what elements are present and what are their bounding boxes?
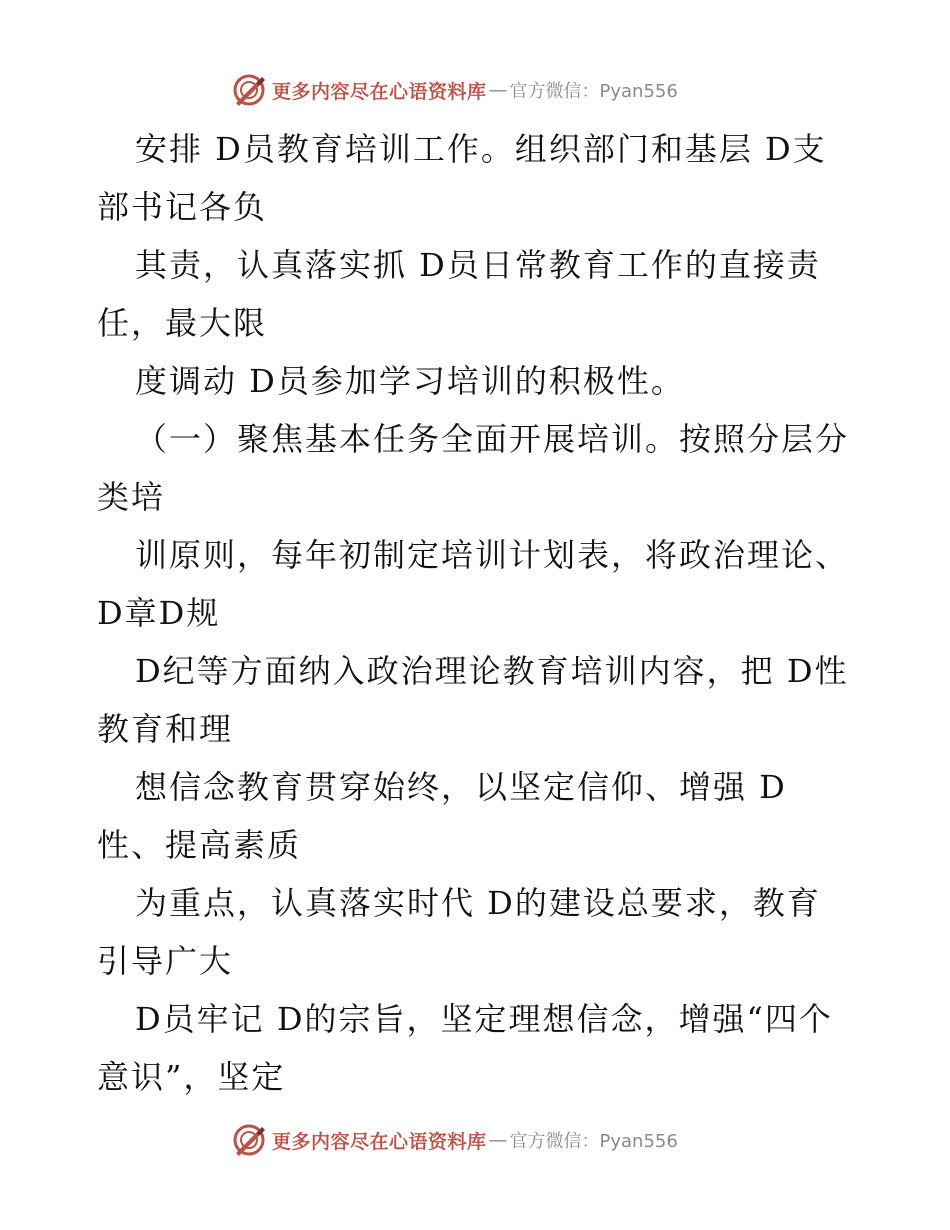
body-line: 意识”，坚定 bbox=[97, 1058, 286, 1096]
body-line: 训原则，每年初制定培训计划表，将政治理论、 bbox=[135, 536, 850, 574]
header-banner-contact: 官方微信：Pyan556 bbox=[509, 81, 678, 102]
body-line: 任，最大限 bbox=[97, 304, 268, 342]
document-body bbox=[97, 120, 857, 1106]
body-line: 为重点，认真落实时代 D的建设总要求，教育 bbox=[135, 884, 821, 922]
body-line: （一）聚焦基本任务全面开展培训。按照分层分 bbox=[135, 420, 850, 458]
body-line: 性、提高素质 bbox=[97, 826, 302, 864]
body-line: D章D规 bbox=[97, 594, 221, 632]
body-line: D员牢记 D的宗旨，坚定理想信念，增强“四个 bbox=[135, 1000, 833, 1038]
pen-seal-icon bbox=[232, 1123, 266, 1157]
body-line: 安排 D员教育培训工作。组织部门和基层 D支 bbox=[135, 130, 827, 168]
body-line: 度调动 D员参加学习培训的积极性。 bbox=[135, 362, 685, 400]
footer-banner bbox=[232, 1120, 678, 1160]
footer-banner-dash: — bbox=[488, 1129, 508, 1151]
body-line: 其责，认真落实抓 D员日常教育工作的直接责 bbox=[135, 246, 821, 284]
body-line: 类培 bbox=[97, 478, 166, 516]
header-banner-dash: — bbox=[488, 79, 508, 101]
body-line: D纪等方面纳入政治理论教育培训内容，把 D性 bbox=[135, 652, 849, 690]
body-line: 想信念教育贯穿始终，以坚定信仰、增强 D bbox=[135, 768, 787, 806]
pen-seal-icon bbox=[232, 73, 266, 107]
footer-banner-contact: 官方微信：Pyan556 bbox=[509, 1131, 678, 1152]
header-banner bbox=[232, 70, 678, 110]
header-banner-text: 更多内容尽在心语资料库 bbox=[272, 80, 487, 103]
body-line: 部书记各负 bbox=[97, 188, 268, 226]
body-line: 教育和理 bbox=[97, 710, 234, 748]
body-line: 引导广大 bbox=[97, 942, 234, 980]
footer-banner-text: 更多内容尽在心语资料库 bbox=[272, 1130, 487, 1153]
